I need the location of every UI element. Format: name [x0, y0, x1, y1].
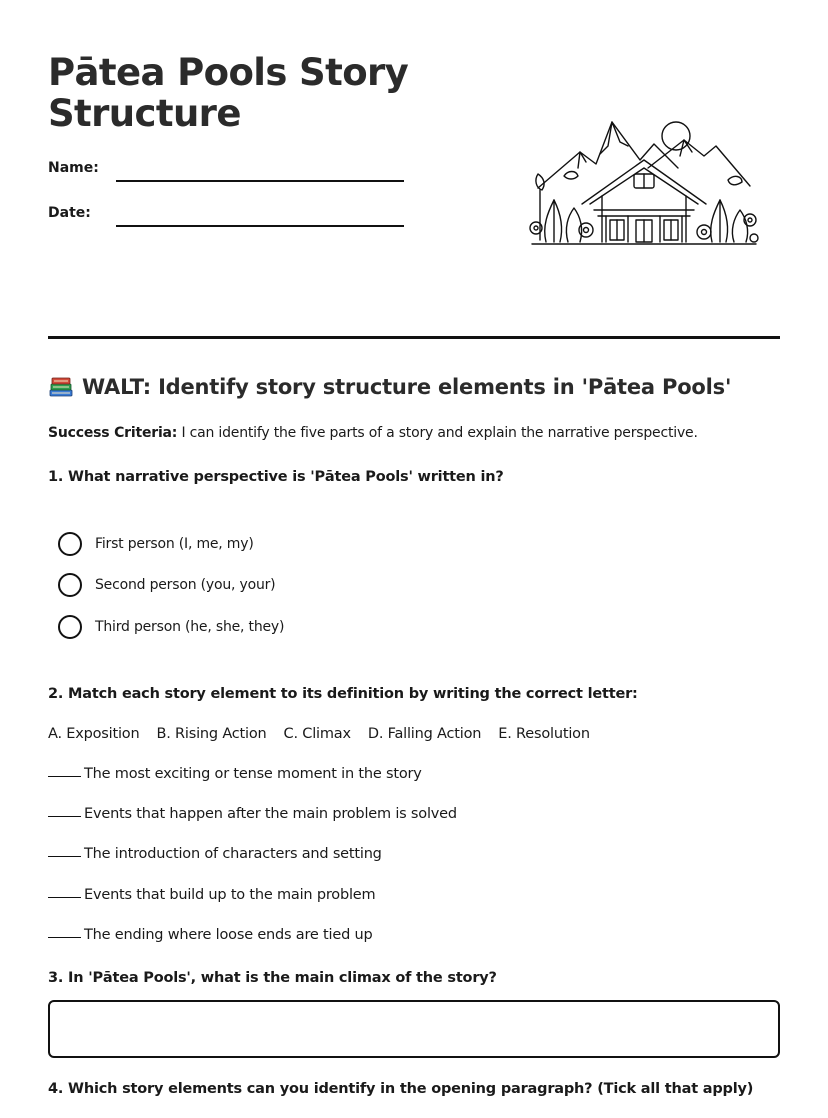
name-label: Name:	[48, 160, 99, 176]
definition-text: Events that build up to the main problem	[84, 887, 376, 903]
key-rising-action: B. Rising Action	[156, 726, 267, 742]
answer-blank[interactable]	[48, 897, 81, 898]
option-label: Second person (you, your)	[95, 577, 276, 593]
q3-answer-box[interactable]	[48, 1000, 780, 1058]
match-row	[48, 806, 457, 822]
key-falling-action: D. Falling Action	[367, 726, 482, 742]
success-criteria-label: Success Criteria:	[48, 425, 178, 441]
date-label: Date:	[48, 205, 91, 221]
key-exposition: A. Exposition	[48, 726, 140, 742]
key-climax: C. Climax	[283, 726, 351, 742]
match-row	[48, 846, 382, 862]
definition-text: Events that happen after the main problem is solved	[84, 806, 457, 822]
match-row	[48, 927, 373, 943]
question-4: 4. Which story elements can you identify in the opening paragraph? (Tick all that apply)	[48, 1081, 754, 1097]
page-title: Pātea Pools Story Structure	[48, 51, 409, 135]
question-3: 3. In 'Pātea Pools', what is the main climax of the story?	[48, 970, 497, 986]
radio-button[interactable]	[58, 532, 82, 556]
question-1: 1. What narrative perspective is 'Pātea Pools' written in?	[48, 469, 504, 485]
option-label: First person (I, me, my)	[95, 536, 254, 552]
q1-option-third-person[interactable]	[58, 615, 284, 639]
answer-blank[interactable]	[48, 816, 81, 817]
section-divider	[48, 336, 780, 339]
q1-option-second-person[interactable]	[58, 573, 275, 597]
date-field[interactable]	[116, 225, 404, 227]
walt-heading	[48, 374, 731, 399]
q1-option-first-person[interactable]	[58, 532, 254, 556]
match-row	[48, 766, 422, 782]
option-label: Third person (he, she, they)	[95, 619, 285, 635]
answer-blank[interactable]	[48, 937, 81, 938]
house-mountains-illustration	[528, 116, 760, 248]
books-icon	[48, 374, 74, 398]
story-element-key	[48, 726, 607, 742]
name-field[interactable]	[116, 180, 404, 182]
key-resolution: E. Resolution	[498, 726, 590, 742]
definition-text: The most exciting or tense moment in the story	[84, 766, 422, 782]
question-2: 2. Match each story element to its definition by writing the correct letter:	[48, 686, 638, 702]
radio-button[interactable]	[58, 615, 82, 639]
answer-blank[interactable]	[48, 856, 81, 857]
definition-text: The ending where loose ends are tied up	[84, 927, 373, 943]
success-criteria	[48, 425, 698, 441]
answer-blank[interactable]	[48, 776, 81, 777]
radio-button[interactable]	[58, 573, 82, 597]
match-row	[48, 887, 375, 903]
walt-text: WALT: Identify story structure elements in 'Pātea Pools'	[82, 375, 732, 399]
success-criteria-text: I can identify the five parts of a story and explain the narrative perspective.	[177, 425, 698, 441]
definition-text: The introduction of characters and setting	[84, 846, 382, 862]
